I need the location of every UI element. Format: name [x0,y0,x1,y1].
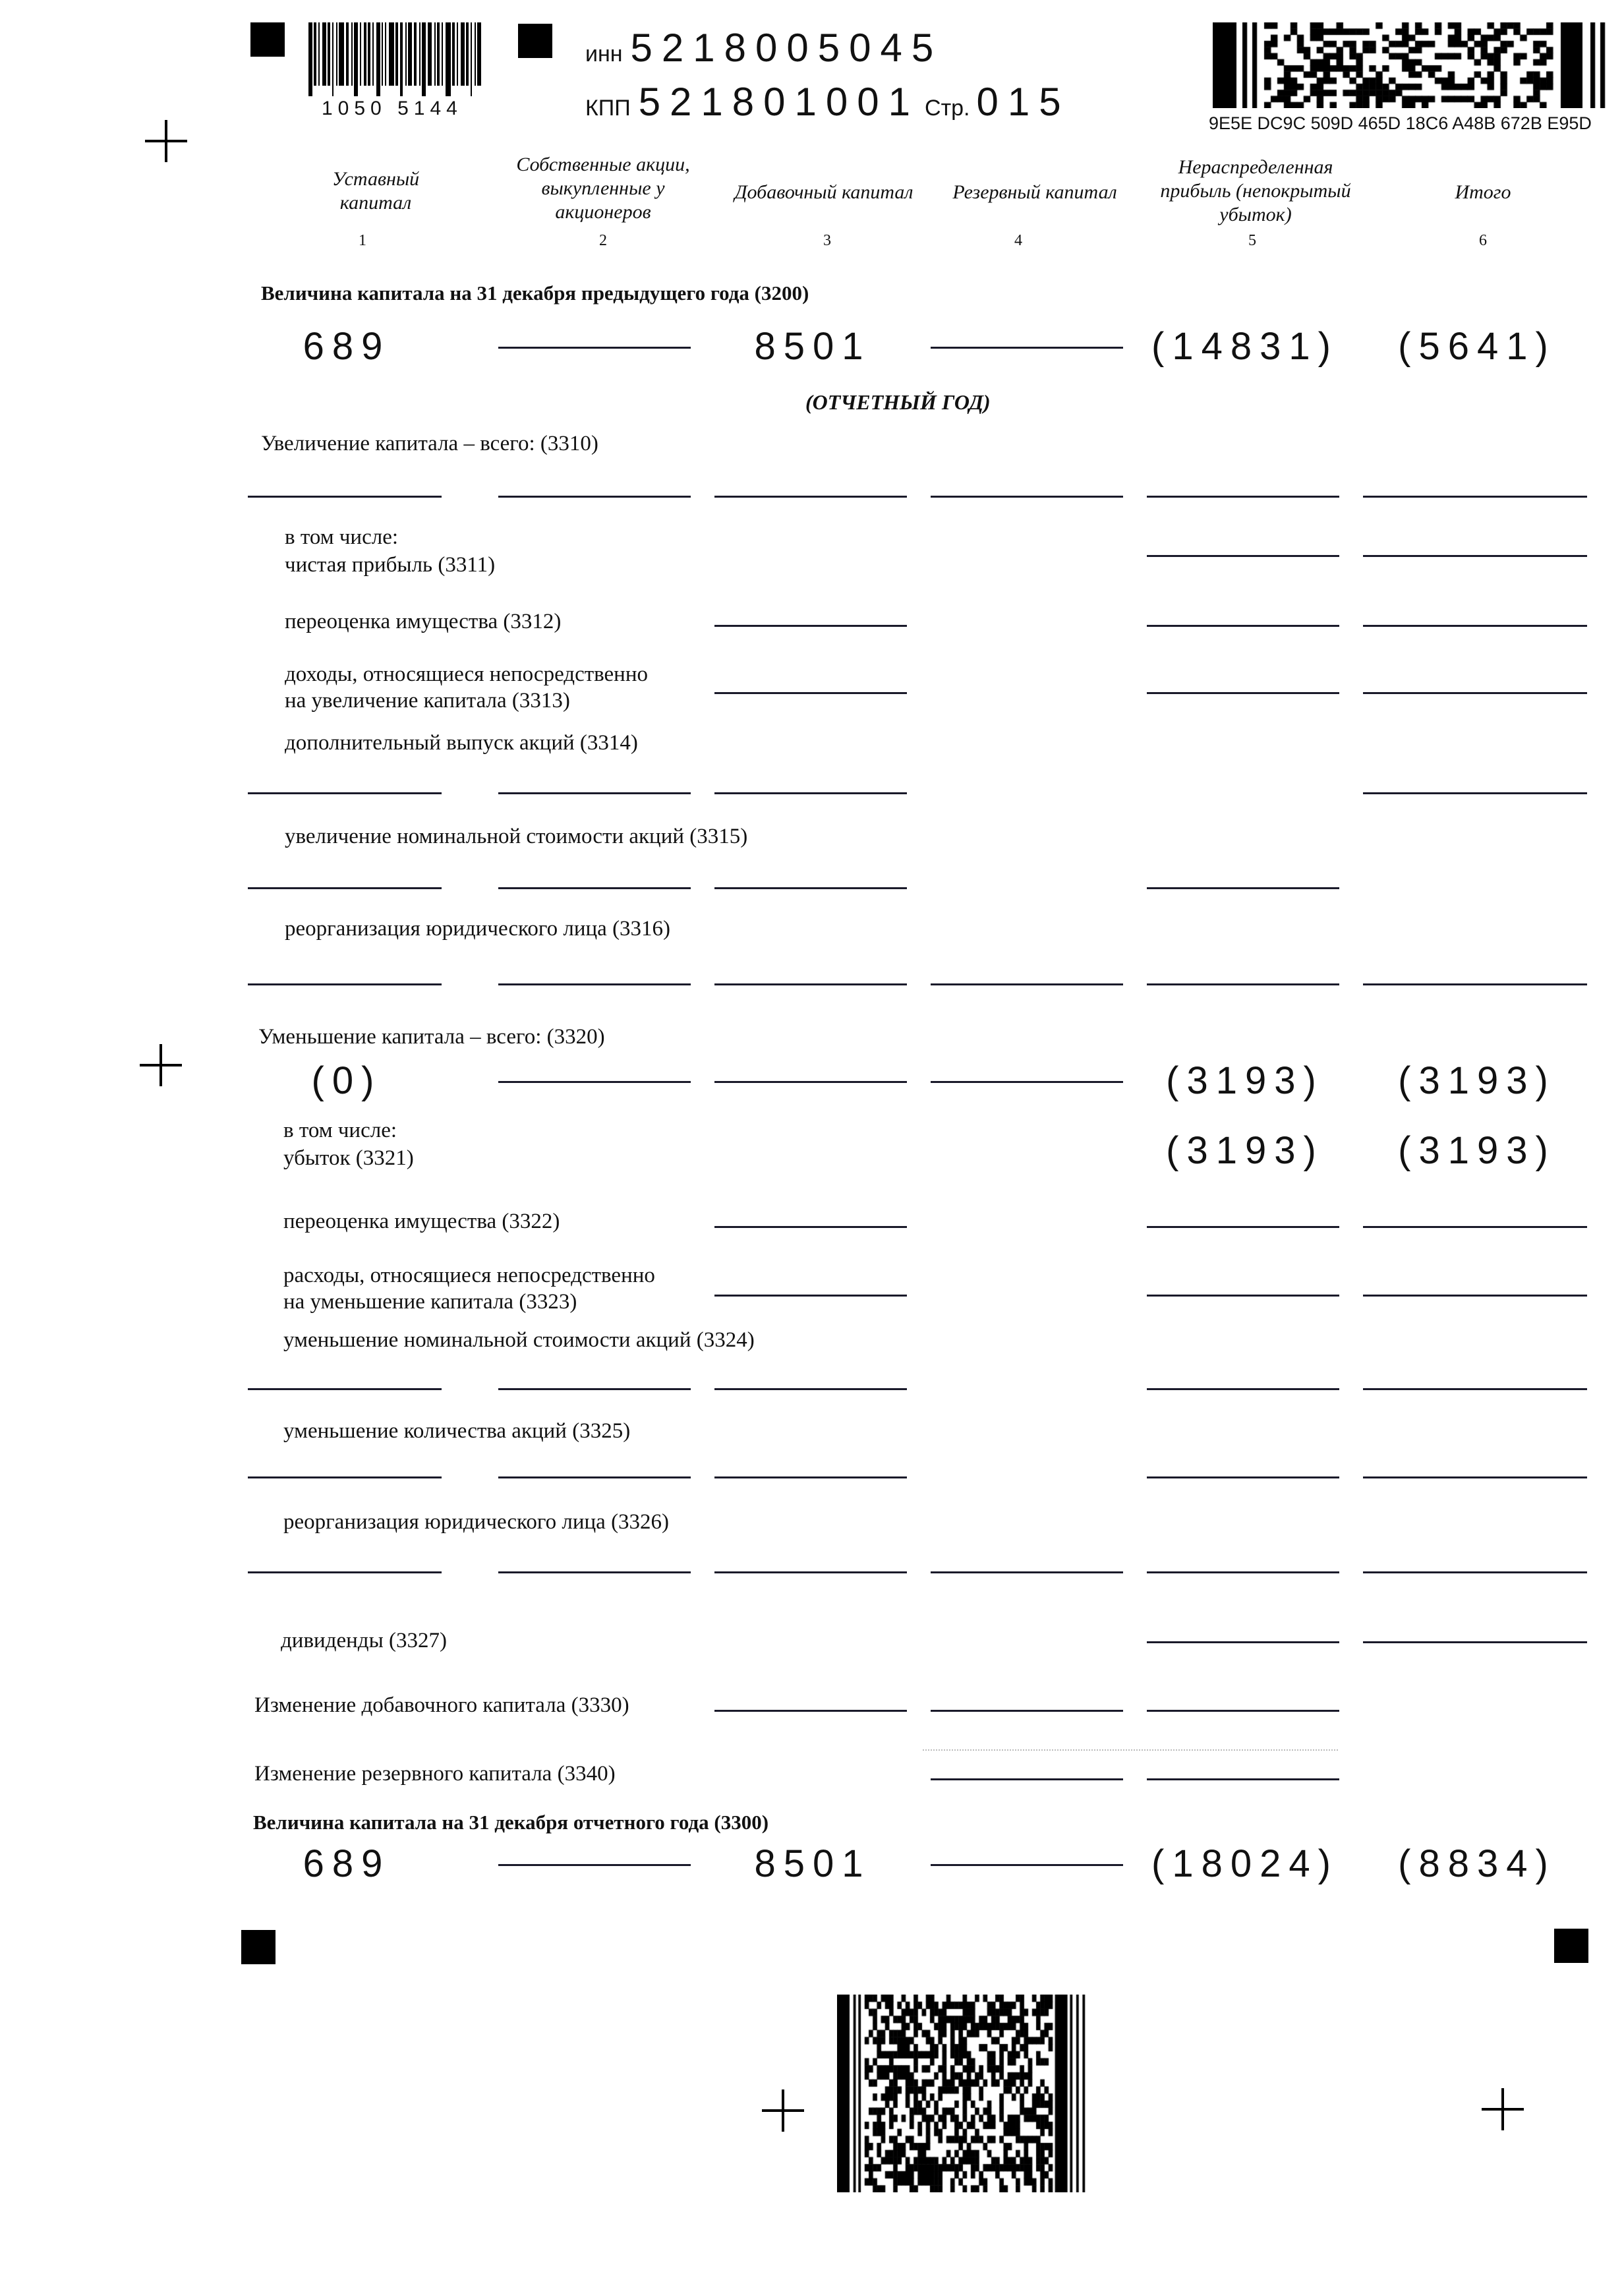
column-header-4: Резервный капитал [952,181,1117,203]
cell-value: (5641) [1398,325,1556,368]
barcode-bar [405,22,407,86]
column-number-3: 3 [823,232,831,249]
barcode-bar [328,22,330,86]
barcode-bar [466,22,469,86]
empty-cell-dash [498,887,691,889]
inn-value: 5218005045 [630,26,943,70]
barcode-bar [351,22,353,86]
column-header-5: Нераспределенная прибыль (непокрытый убыток) [1160,156,1351,225]
cell-value: (18024) [1151,1842,1339,1885]
barcode-bar [428,22,432,86]
row-label-3327: дивиденды (3327) [281,1629,447,1652]
barcode-bar [400,22,403,96]
row-label-3311: чистая прибыль (3311) [285,553,496,577]
empty-cell-dash [1363,625,1587,627]
inn-field [585,25,942,71]
row-label-3314: дополнительный выпуск акций (3314) [285,731,638,755]
barcode-bar [318,22,320,86]
empty-cell-dash [1363,1226,1587,1228]
empty-cell-dash [498,496,691,498]
barcode-bar [414,22,417,86]
empty-cell-dash [714,496,907,498]
empty-cell-dash [714,1226,907,1228]
row-label-3315: увеличение номинальной стоимости акций (3315) [285,825,748,848]
cell-value: 689 [303,1842,391,1885]
barcode-bar [385,22,386,86]
row-label-3313-line1: доходы, относящиеся непосредственно [285,662,648,686]
empty-cell-dash [714,1295,907,1297]
empty-cell-dash [931,1778,1123,1780]
registration-mark-top-left [250,22,285,57]
empty-cell-dash [1147,692,1339,694]
kpp-value: 521801001 [638,80,920,124]
empty-cell-dash [1147,1778,1339,1780]
cell-value: 8501 [754,1842,871,1885]
barcode-bar [408,22,412,86]
barcode-bar [419,22,420,86]
barcode-bar [368,22,370,86]
empty-cell-dash [1147,1295,1339,1297]
empty-cell-dash [498,1388,691,1390]
page-number: 015 [976,80,1070,124]
cell-value: (0) [311,1059,382,1102]
cell-value: (3193) [1166,1059,1324,1102]
column-number-2: 2 [599,232,607,249]
barcode-bar [372,22,374,86]
cell-value: (14831) [1151,325,1339,368]
barcode-bar [332,22,334,96]
row-label-3200: Величина капитала на 31 декабря предыдущего года (3200) [261,281,809,305]
empty-cell-dash [714,1081,907,1083]
empty-cell-dash [498,1571,691,1573]
registration-mark-bottom-right [1554,1929,1588,1963]
empty-cell-dash [714,1710,907,1712]
empty-cell-dash [931,983,1123,985]
row-label-3300: Величина капитала на 31 декабря отчетного года (3300) [253,1811,769,1834]
cell-value: (3193) [1166,1129,1324,1172]
registration-cross-top-left [145,120,187,162]
column-header-6: Итого [1455,181,1511,203]
barcode-bar [442,22,443,86]
empty-cell-dash [1147,1641,1339,1643]
column-number-6: 6 [1479,232,1487,249]
registration-mark-bottom-left [241,1930,276,1964]
empty-cell-dash [714,1476,907,1478]
barcode-bar [360,22,361,86]
empty-cell-dash [1363,1571,1587,1573]
empty-cell-dash [248,1571,442,1573]
section-title-reporting-year: (ОТЧЕТНЫЙ ГОД) [805,390,991,414]
column-header-3: Добавочный капитал [734,181,914,203]
cell-value: 8501 [754,325,871,368]
empty-cell-dash [1363,496,1587,498]
kpp-label: КПП [585,96,631,121]
empty-cell-dash [1363,1295,1587,1297]
barcode-bar [314,22,316,86]
row-label-3330: Изменение добавочного капитала (3330) [254,1693,629,1717]
column-number-4: 4 [1014,232,1022,249]
empty-cell-dash [498,1081,691,1083]
cell-value: (3193) [1398,1059,1556,1102]
empty-cell-dash [714,692,907,694]
row-label-3310: Увеличение капитала – всего: (3310) [261,432,598,455]
row-label-3313-line2: на увеличение капитала (3313) [285,689,570,713]
empty-cell-dash [1363,692,1587,694]
empty-cell-dash [1363,1641,1587,1643]
cell-value: 689 [303,325,391,368]
empty-cell-dash [1147,887,1339,889]
empty-cell-dash [714,625,907,627]
row-label-3323-line2: на уменьшение капитала (3323) [283,1290,577,1314]
empty-cell-dash [1147,1571,1339,1573]
empty-cell-dash [1147,1226,1339,1228]
empty-cell-dash [498,1864,691,1866]
empty-cell-dash [248,792,442,794]
inn-label: инн [585,42,623,67]
document-hash-code: 9E5E DC9C 509D 465D 18C6 A48B 672B E95D [1209,113,1592,133]
barcode-bar [422,22,426,96]
empty-cell-dash [714,983,907,985]
barcode-bar [389,22,394,86]
empty-cell-dash [931,1864,1123,1866]
empty-cell-dash [931,1710,1123,1712]
registration-cross-bottom-left [762,2089,804,2132]
barcode-number: 1050 5144 [322,98,463,119]
empty-cell-dash [1147,1710,1339,1712]
empty-cell-dash [931,347,1123,349]
registration-cross-mid-left [140,1044,182,1086]
empty-cell-dash [498,792,691,794]
empty-cell-dash [1147,625,1339,627]
empty-cell-dash [1363,555,1587,557]
empty-cell-dash [248,1388,442,1390]
row-label-3326: реорганизация юридического лица (3326) [283,1510,670,1534]
empty-cell-dash [248,496,442,498]
empty-cell-dash [498,347,691,349]
empty-cell-dash [1363,1388,1587,1390]
faint-dotted-line [923,1749,1338,1752]
cell-value: (3193) [1398,1129,1556,1172]
empty-cell-dash [931,496,1123,498]
barcode-bar [452,22,455,86]
column-header-1: Уставный капитал [332,168,420,214]
empty-cell-dash [1147,1388,1339,1390]
page-label: Стр. [925,96,970,121]
row-label-3324: уменьшение номинальной стоимости акций (3324) [283,1328,755,1352]
empty-cell-dash [248,887,442,889]
row-label-3312: переоценка имущества (3312) [285,610,562,633]
kpp-field [585,79,1070,125]
empty-cell-dash [498,1476,691,1478]
barcode-bar [395,22,398,86]
barcode-bar [346,22,349,86]
empty-cell-dash [714,792,907,794]
empty-cell-dash [1147,1476,1339,1478]
column-number-5: 5 [1248,232,1256,249]
pdf417-barcode-top [1213,22,1608,108]
barcode-bar [336,22,337,86]
empty-cell-dash [714,1571,907,1573]
registration-mark-top-middle [518,24,552,58]
empty-cell-dash [714,887,907,889]
empty-cell-dash [931,1081,1123,1083]
empty-cell-dash [931,1571,1123,1573]
linear-barcode [308,22,493,96]
row-label-3322: переоценка имущества (3322) [283,1210,560,1233]
barcode-bar [322,22,326,86]
in-particular-label-2: в том числе: [283,1119,397,1142]
row-label-3340: Изменение резервного капитала (3340) [254,1762,616,1786]
column-header-2: Собственные акции, выкупленные у акционеров [516,154,690,223]
cell-value: (8834) [1398,1842,1556,1885]
row-label-3321: убыток (3321) [283,1146,414,1170]
barcode-bar [461,22,465,86]
barcode-bar [339,22,344,86]
barcode-bar [471,22,472,96]
in-particular-label: в том числе: [285,525,399,549]
pdf417-barcode-bottom [837,1995,1088,2192]
barcode-bar [354,22,358,96]
barcode-bar [477,22,481,86]
empty-cell-dash [1147,496,1339,498]
empty-cell-dash [1363,792,1587,794]
barcode-bar [457,22,458,86]
row-label-3325: уменьшение количества акций (3325) [283,1419,631,1443]
row-label-3316: реорганизация юридического лица (3316) [285,917,671,941]
barcode-bar [446,22,451,96]
empty-cell-dash [248,983,442,985]
row-label-3323-line1: расходы, относящиеся непосредственно [283,1264,655,1287]
barcode-bar [437,22,440,86]
barcode-bar [308,22,312,96]
registration-cross-bottom-right [1482,2088,1524,2130]
barcode-bar [382,22,383,86]
empty-cell-dash [714,1388,907,1390]
barcode-bar [434,22,436,86]
empty-cell-dash [1147,555,1339,557]
empty-cell-dash [1363,983,1587,985]
empty-cell-dash [1363,1476,1587,1478]
empty-cell-dash [1147,983,1339,985]
barcode-bar [364,22,366,86]
barcode-bar [475,22,476,86]
column-number-1: 1 [359,232,366,249]
empty-cell-dash [498,983,691,985]
empty-cell-dash [248,1476,442,1478]
barcode-bar [376,22,380,96]
row-label-3320: Уменьшение капитала – всего: (3320) [258,1025,605,1049]
